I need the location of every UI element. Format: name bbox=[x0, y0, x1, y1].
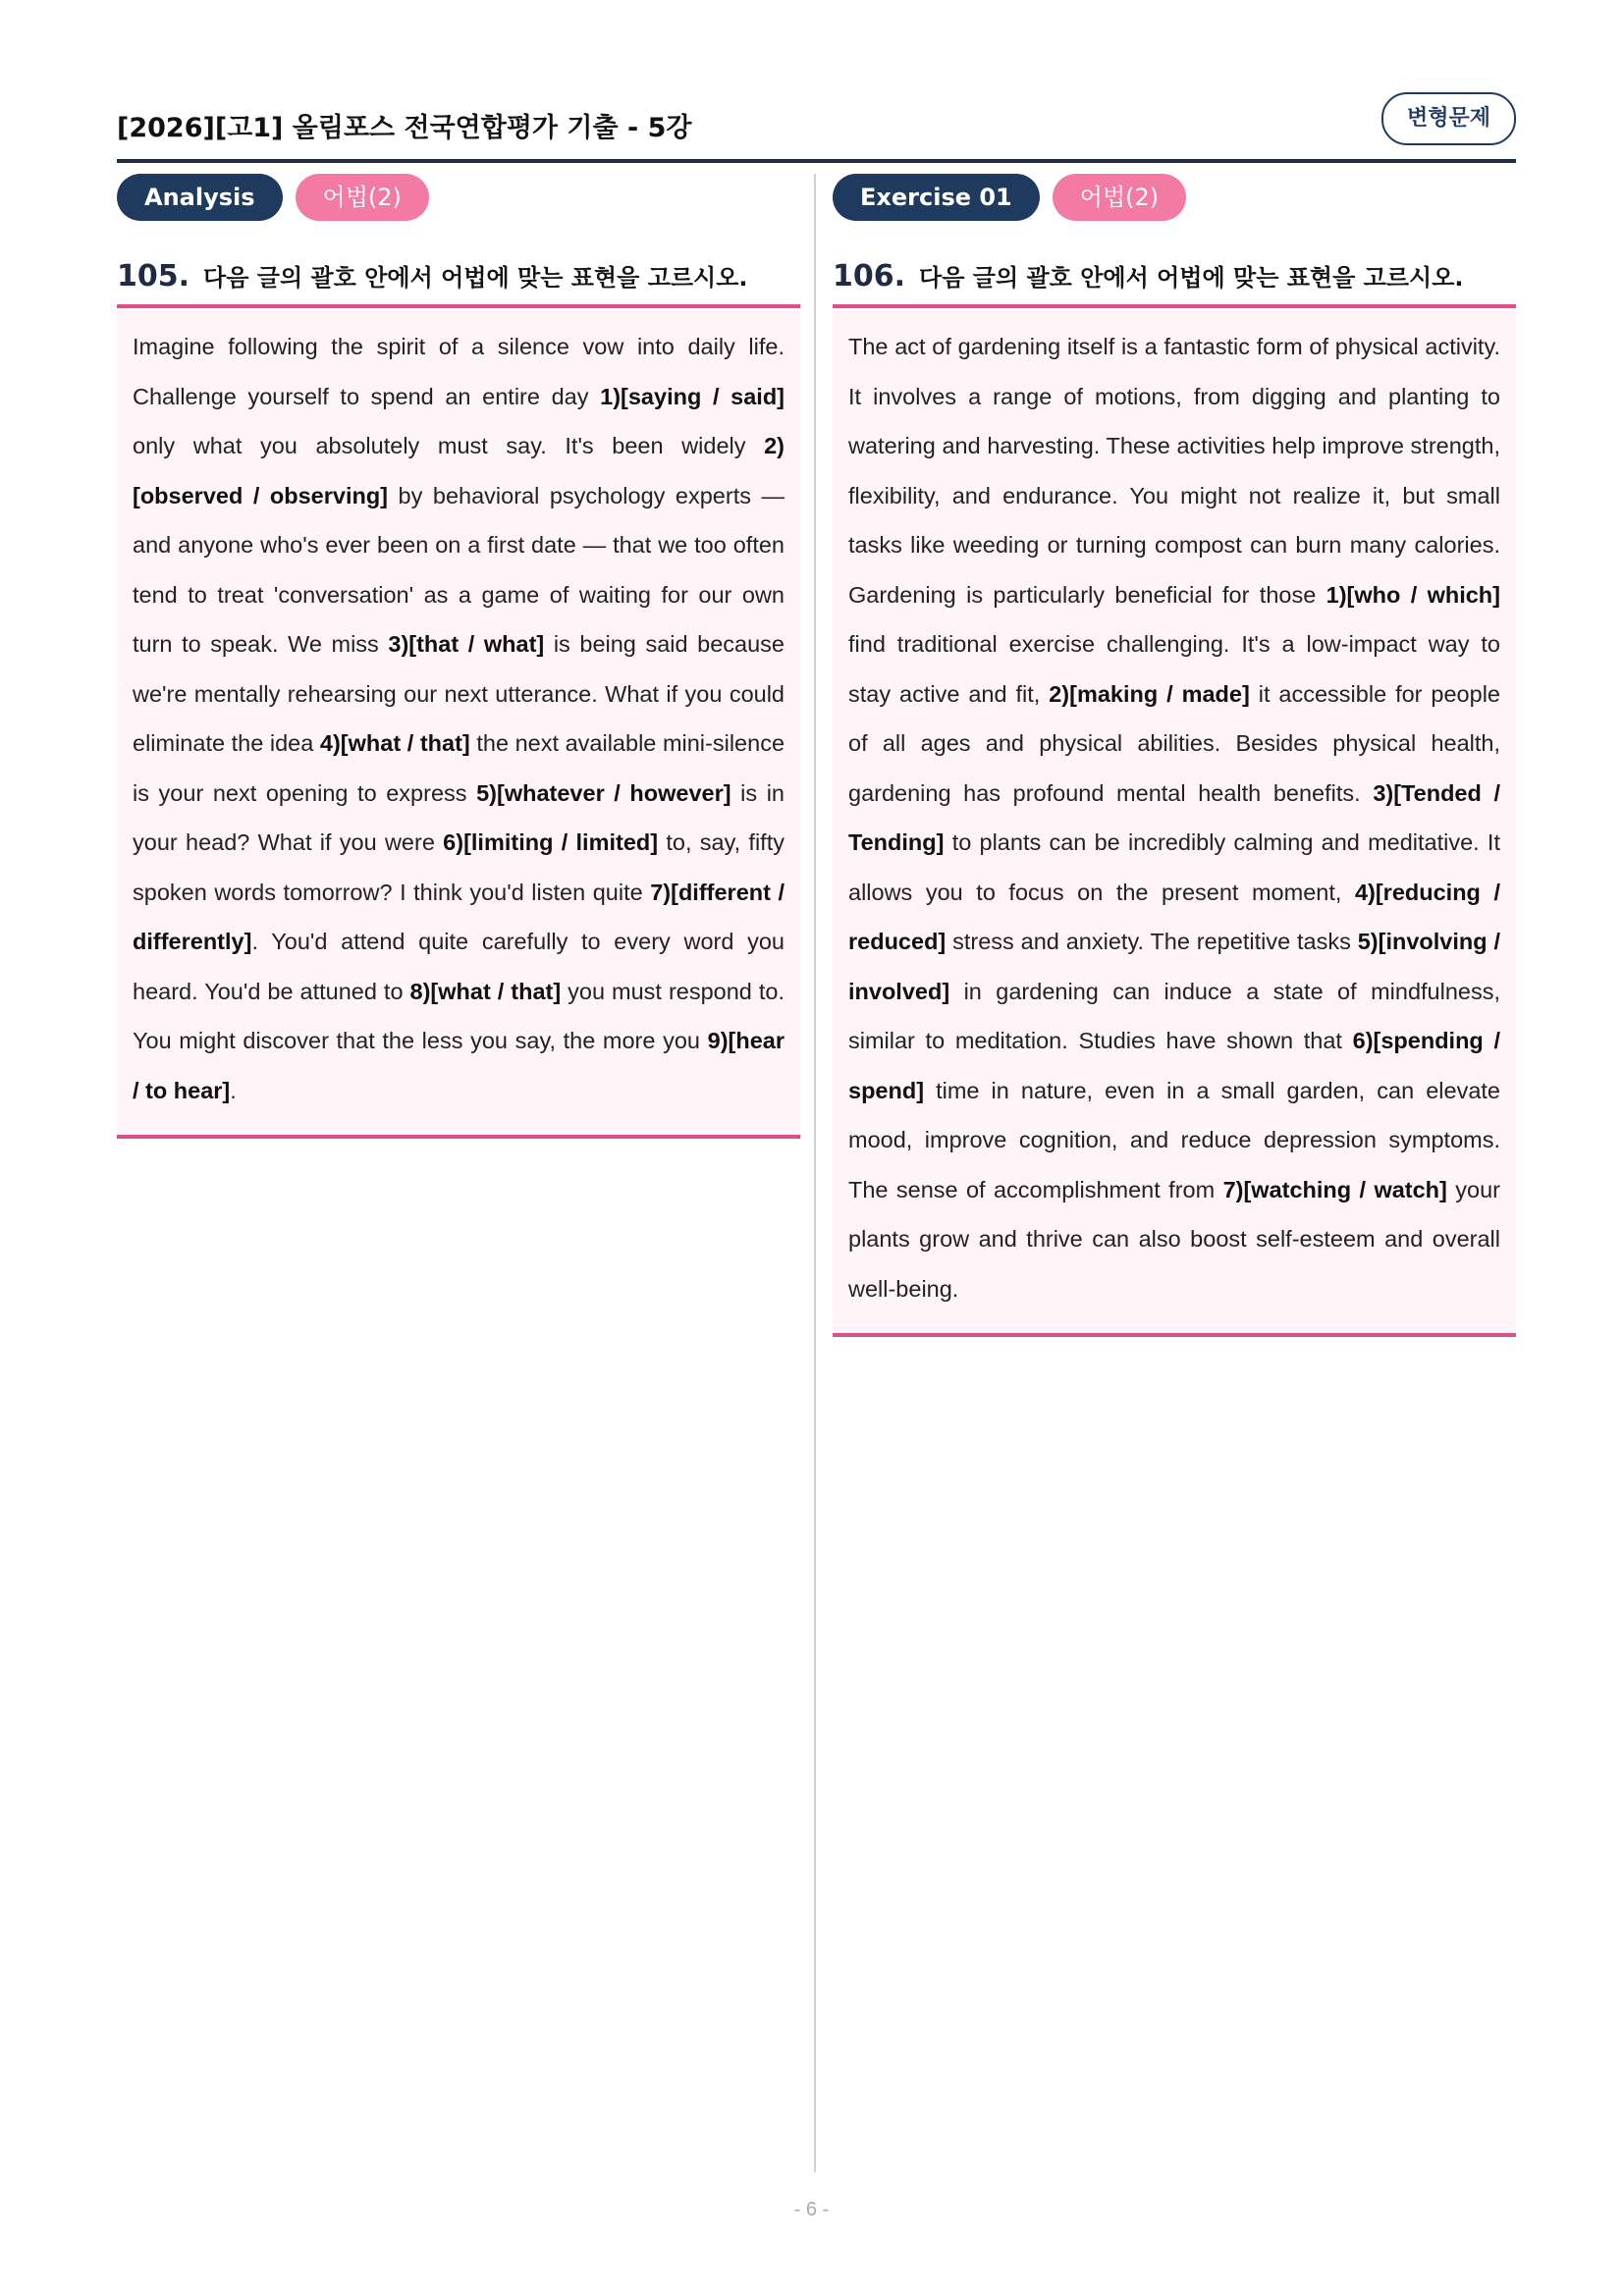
grammar-choice: 5)[whatever / however] bbox=[476, 779, 731, 806]
column-divider bbox=[814, 174, 816, 2172]
grammar-choice: 5)[involving / involved] bbox=[848, 929, 1500, 1004]
passage-text: it accessible for people of all ages and physical abilities. Besides physical health, gardening has profound mental health benefits. bbox=[848, 680, 1500, 806]
passage-text: the next available mini-silence is your next opening to express bbox=[133, 730, 785, 806]
grammar-choice: 3)[that / what] bbox=[388, 631, 545, 657]
grammar-choice: 4)[reducing / reduced] bbox=[848, 879, 1500, 954]
passage-text: time in nature, even in a small garden, can elevate mood, improve cognition, and reduce depression symptoms. The sense of accomplishment from bbox=[848, 1077, 1500, 1202]
passage-text: your plants grow and thrive can also boost self-esteem and overall well-being. bbox=[848, 1176, 1500, 1302]
page-number: - 6 - bbox=[793, 2199, 830, 2220]
grammar-choice: 2)[making / made] bbox=[1049, 680, 1250, 707]
left-tags bbox=[117, 174, 800, 221]
question-instruction: 다음 글의 괄호 안에서 어법에 맞는 표현을 고르시오. bbox=[919, 264, 1464, 292]
passage-text: in gardening can induce a state of mindfulness, similar to meditation. Studies have shown that bbox=[848, 978, 1500, 1053]
document-title: [2026][고1] 올림포스 전국연합평가 기출 - 5강 bbox=[117, 113, 692, 143]
page-header bbox=[117, 92, 1516, 163]
question-title bbox=[833, 258, 1516, 308]
passage-box bbox=[117, 308, 800, 1139]
grammar-choice: 8)[what / that] bbox=[409, 978, 562, 1004]
right-tags bbox=[833, 174, 1516, 221]
grammar-pill: 어법(2) bbox=[1053, 174, 1186, 221]
question-title bbox=[117, 258, 800, 308]
right-column bbox=[833, 174, 1516, 1337]
passage-text: find traditional exercise challenging. It's a low-impact way to stay active and fit, bbox=[848, 631, 1500, 707]
passage-text: stress and anxiety. The repetitive tasks bbox=[946, 929, 1358, 954]
passage-text: to, say, fifty spoken words tomorrow? I think you'd listen quite bbox=[133, 829, 784, 905]
passage-text: The act of gardening itself is a fantastic form of physical activity. It involves a range of motions, from digging and planting to watering and harvesting. These activities help improve strength, flexibility, and endurance. You might not realize it, but small tasks like weeding or turning compost can burn many calories. Gardening is particularly beneficial for those bbox=[848, 334, 1500, 608]
passage-text: you must respond to. You might discover that the less you say, the more you bbox=[133, 978, 784, 1053]
passage-text: to plants can be incredibly calming and meditative. It allows you to focus on the present moment, bbox=[848, 829, 1500, 905]
grammar-choice: 1)[saying / said] bbox=[600, 383, 784, 409]
passage-box bbox=[833, 308, 1516, 1337]
variant-badge: 변형문제 bbox=[1381, 92, 1516, 145]
passage-text: by behavioral psychology experts — and anyone who's ever been on a first date — that we too often tend to treat 'conversation' as a game of waiting for our own turn to speak. We miss bbox=[133, 482, 784, 657]
passage-text: is being said because we're mentally rehearsing our next utterance. What if you could eliminate the idea bbox=[133, 631, 784, 756]
grammar-choice: 7)[different / differently] bbox=[133, 879, 785, 954]
passage-text: . You'd attend quite carefully to every word you heard. You'd be attuned to bbox=[133, 929, 784, 1004]
question-number: 105. bbox=[117, 259, 190, 294]
grammar-choice: 4)[what / that] bbox=[319, 730, 470, 756]
grammar-choice: 7)[watching / watch] bbox=[1222, 1176, 1447, 1202]
grammar-choice: 6)[limiting / limited] bbox=[443, 829, 659, 855]
question-instruction: 다음 글의 괄호 안에서 어법에 맞는 표현을 고르시오. bbox=[203, 264, 748, 292]
grammar-choice: 6)[spending / spend] bbox=[848, 1028, 1500, 1103]
grammar-pill: 어법(2) bbox=[296, 174, 429, 221]
grammar-choice: 9)[hear / to hear] bbox=[133, 1028, 784, 1103]
left-column bbox=[117, 174, 800, 1139]
analysis-pill: Analysis bbox=[117, 174, 283, 221]
passage-text: is in your head? What if you were bbox=[133, 779, 784, 855]
exercise-pill: Exercise 01 bbox=[833, 174, 1040, 221]
passage-text: Imagine following the spirit of a silence vow into daily life. Challenge yourself to spend an entire day bbox=[133, 334, 784, 409]
grammar-choice: 1)[who / which] bbox=[1325, 581, 1500, 608]
passage-text: only what you absolutely must say. It's been widely bbox=[133, 433, 765, 458]
grammar-choice: 2)[observed / observing] bbox=[133, 433, 784, 508]
question-number: 106. bbox=[833, 259, 906, 294]
grammar-choice: 3)[Tended / Tending] bbox=[848, 779, 1500, 855]
passage-text: . bbox=[230, 1077, 237, 1103]
